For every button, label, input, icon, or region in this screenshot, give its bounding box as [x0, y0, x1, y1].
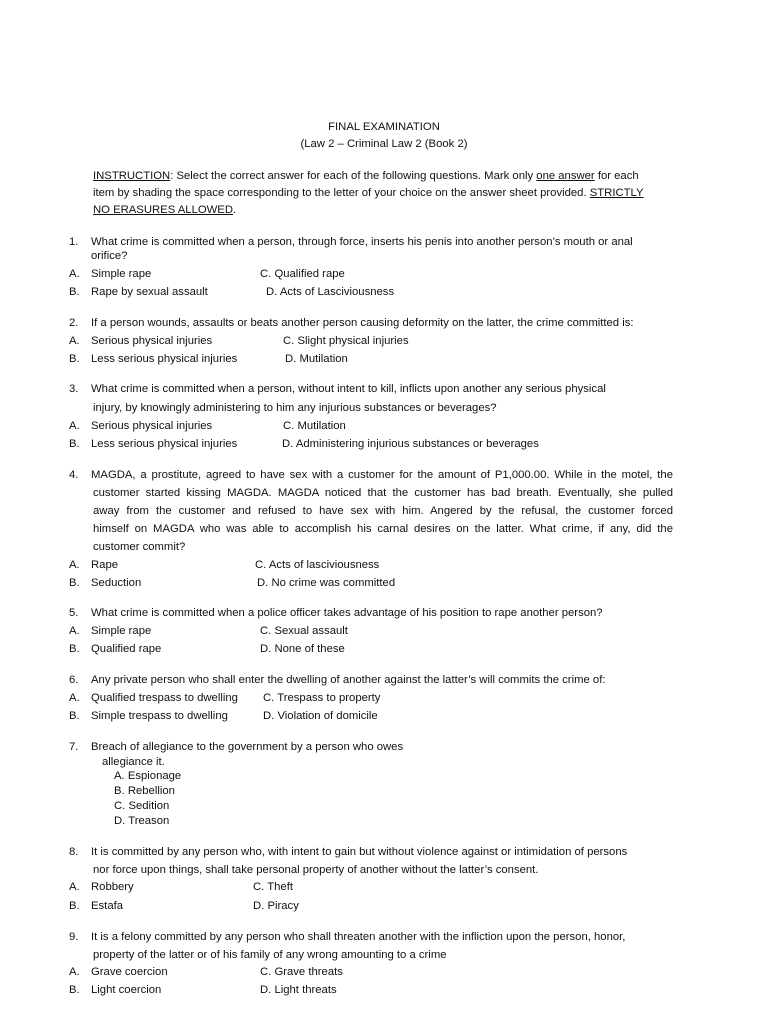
option-text: Simple trespass to dwelling	[91, 710, 228, 722]
question-text-line: customer commit?	[93, 541, 186, 553]
instruction-line-2: item by shading the space corresponding to the letter of your choice on the answer sheet provided. STRICTLY	[93, 187, 644, 199]
question-text-line: customer started kissing MAGDA. MAGDA noticed that the customer has bad breath. Eventually, she pulled	[93, 487, 673, 499]
option-text: D. Mutilation	[285, 353, 348, 365]
one-answer-emphasis: one answer	[536, 170, 595, 182]
question-text-line: What crime is committed when a person, through force, inserts his penis into another person’s mouth or anal	[91, 236, 633, 248]
instruction-line-1: INSTRUCTION: Select the correct answer for each of the following questions. Mark only one answer for each	[93, 170, 639, 182]
option-letter: B.	[69, 900, 80, 912]
option-text: D. Acts of Lasciviousness	[266, 286, 395, 298]
question-text-line: It is a felony committed by any person who shall threaten another with the infliction upon the person, honor,	[91, 931, 626, 943]
option-letter: B.	[69, 353, 80, 365]
option-text: Grave coercion	[91, 966, 168, 978]
option-text: D. Administering injurious substances or beverages	[282, 438, 539, 450]
option-text: C. Mutilation	[283, 420, 346, 432]
option-text: Light coercion	[91, 984, 162, 996]
option-text: Serious physical injuries	[91, 420, 213, 432]
question-text-line: What crime is committed when a police officer takes advantage of his position to rape another person?	[91, 607, 603, 619]
option-text: B. Rebellion	[114, 785, 175, 797]
question-number: 5.	[69, 607, 79, 619]
option-text: C. Qualified rape	[260, 268, 345, 280]
question-number: 1.	[69, 236, 79, 248]
option-text: Simple rape	[91, 268, 152, 280]
option-text: D. Violation of domicile	[263, 710, 378, 722]
option-text: C. Trespass to property	[263, 692, 381, 704]
option-text: C. Slight physical injuries	[283, 335, 409, 347]
question-number: 9.	[69, 931, 79, 943]
option-text: D. No crime was committed	[257, 577, 396, 589]
option-letter: A.	[69, 625, 80, 637]
option-letter: A.	[69, 420, 80, 432]
question-text-line: What crime is committed when a person, without intent to kill, inflicts upon another any serious physical	[91, 383, 606, 395]
option-letter: A.	[69, 335, 80, 347]
strictly-emphasis: STRICTLY	[589, 187, 644, 199]
instruction-label: INSTRUCTION	[93, 170, 171, 182]
option-letter: B.	[69, 984, 80, 996]
question-number: 3.	[69, 383, 79, 395]
question-text-line: property of the latter or of his family of any wrong amounting to a crime	[93, 949, 447, 961]
option-letter: A.	[69, 692, 80, 704]
option-text: D. Treason	[114, 815, 170, 827]
option-text: Qualified trespass to dwelling	[91, 692, 238, 704]
option-text: D. Piracy	[253, 900, 299, 912]
option-text: Simple rape	[91, 625, 152, 637]
option-letter: A.	[69, 966, 80, 978]
option-text: D. Light threats	[260, 984, 337, 996]
option-text: C. Sedition	[114, 800, 170, 812]
question-text-line: himself on MAGDA who was able to accomplish his carnal desires on the latter. What crime, if any, did the	[93, 523, 673, 535]
option-text: Robbery	[91, 881, 134, 893]
question-number: 7.	[69, 741, 79, 753]
option-letter: A.	[69, 881, 80, 893]
question-text-line: away from the customer and refused to have sex with him. Angered by the refusal, the customer forced	[93, 505, 673, 517]
question-text-line: orifice?	[91, 250, 128, 262]
option-text: A. Espionage	[114, 770, 182, 782]
question-number: 6.	[69, 674, 79, 686]
option-letter: A.	[69, 268, 80, 280]
option-text: C. Acts of lasciviousness	[255, 559, 380, 571]
option-text: Rape	[91, 559, 119, 571]
option-text: Seduction	[91, 577, 142, 589]
option-letter: B.	[69, 710, 80, 722]
question-number: 2.	[69, 317, 79, 329]
question-number: 8.	[69, 846, 79, 858]
question-text-line: nor force upon things, shall take personal property of another without the latter’s consent.	[93, 864, 539, 876]
no-erasures-emphasis: NO ERASURES ALLOWED	[93, 204, 233, 216]
question-text-line: injury, by knowingly administering to him any injurious substances or beverages?	[93, 402, 497, 414]
option-text: Less serious physical injuries	[91, 353, 238, 365]
option-text: D. None of these	[260, 643, 345, 655]
question-text-line: It is committed by any person who, with intent to gain but without violence against or intimidation of persons	[91, 846, 628, 858]
option-text: Less serious physical injuries	[91, 438, 238, 450]
question-text-line: MAGDA, a prostitute, agreed to have sex with a customer for the amount of P1,000.00. While in the motel, the	[91, 469, 673, 481]
question-text-line: allegiance it.	[102, 756, 165, 768]
option-letter: B.	[69, 643, 80, 655]
option-text: C. Sexual assault	[260, 625, 348, 637]
option-text: Serious physical injuries	[91, 335, 213, 347]
option-text: C. Grave threats	[260, 966, 343, 978]
option-letter: B.	[69, 577, 80, 589]
exam-subtitle: (Law 2 – Criminal Law 2 (Book 2)	[300, 138, 468, 150]
question-text-line: Breach of allegiance to the government by a person who owes	[91, 741, 404, 753]
option-text: Rape by sexual assault	[91, 286, 208, 298]
question-number: 4.	[69, 469, 79, 481]
option-text: C. Theft	[253, 881, 293, 893]
exam-title: FINAL EXAMINATION	[328, 121, 440, 133]
question-text-line: Any private person who shall enter the dwelling of another against the latter’s will commits the crime of:	[91, 674, 606, 686]
option-text: Estafa	[91, 900, 124, 912]
question-text-line: If a person wounds, assaults or beats another person causing deformity on the latter, the crime committed is:	[91, 317, 634, 329]
option-letter: A.	[69, 559, 80, 571]
option-letter: B.	[69, 438, 80, 450]
option-letter: B.	[69, 286, 80, 298]
instruction-line-3: NO ERASURES ALLOWED.	[93, 204, 237, 216]
option-text: Qualified rape	[91, 643, 162, 655]
